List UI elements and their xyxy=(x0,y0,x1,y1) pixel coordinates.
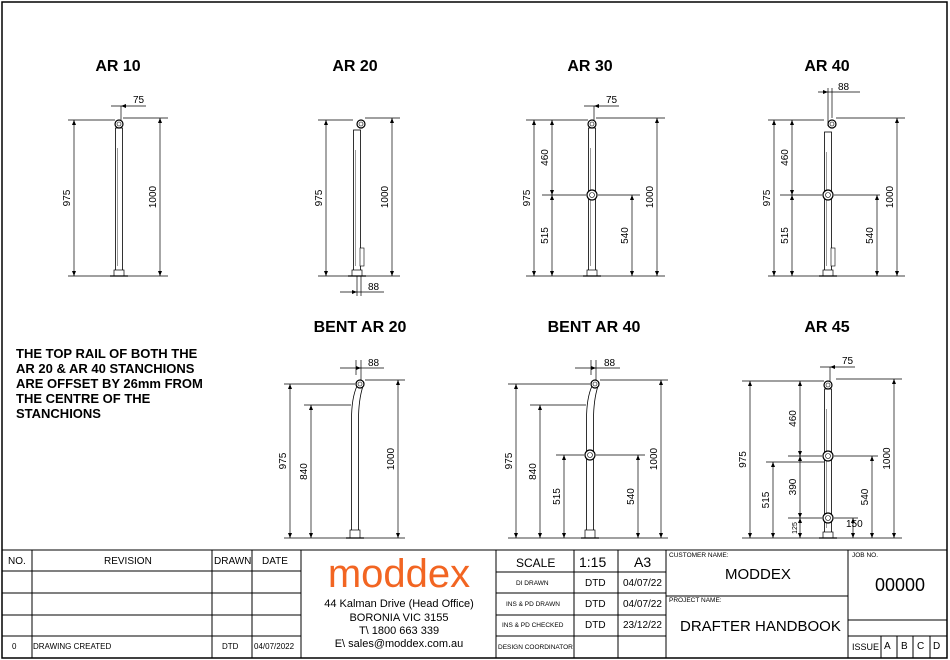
ar45-dim-right-arrow-bottom xyxy=(892,533,896,538)
bent-ar20-dim-mid-label: 840 xyxy=(299,463,310,480)
address-line: 44 Kalman Drive (Head Office) xyxy=(324,598,474,610)
ar20-dim-left-label: 975 xyxy=(314,189,325,207)
ar30-dim-right-arrow-bottom xyxy=(655,271,659,276)
ar30-dim-right-label: 1000 xyxy=(645,185,656,209)
rev-header-revision: REVISION xyxy=(104,556,152,567)
ar20-rail xyxy=(357,120,365,128)
note-line: THE TOP RAIL OF BOTH THE xyxy=(16,346,198,361)
note-line: THE CENTRE OF THE xyxy=(16,391,151,406)
ar45-base xyxy=(823,532,833,538)
moddex-logo: moddex xyxy=(327,552,471,596)
ar20-offset-arrow xyxy=(352,290,357,294)
issue-d: D xyxy=(933,641,941,652)
ar45-dim-right-lower-arrow-top xyxy=(870,456,874,461)
bent-ar20-dim-right-label: 1000 xyxy=(386,447,397,471)
title-ar20: AR 20 xyxy=(332,58,378,75)
ins-drawn-by: DTD xyxy=(585,599,606,610)
ar10-dim-right-label: 1000 xyxy=(148,185,159,209)
ar40-post xyxy=(825,132,832,276)
ar10-dim-right-arrow-bottom xyxy=(158,271,162,276)
title-ar45: AR 45 xyxy=(804,319,850,336)
ar20-dim-right-arrow-top xyxy=(390,118,394,123)
ar40-dim-right-arrow-top xyxy=(895,118,899,123)
ar30-offset-arrow xyxy=(594,104,599,108)
ar45-dim-right-lower-arrow-bottom xyxy=(870,533,874,538)
ar40-dim-right-lower-arrow-bottom xyxy=(875,271,879,276)
title-bent-ar20: BENT AR 20 xyxy=(313,319,407,336)
title-ar30: AR 30 xyxy=(567,58,613,75)
ar20-base xyxy=(352,270,362,276)
bent-ar40-dim-right-arrow-bottom xyxy=(659,533,663,538)
bent-ar20-dim-left-arrow-top xyxy=(288,384,292,389)
bent-ar40-dim-right-lower-label: 540 xyxy=(626,488,637,505)
rev-header-no: NO. xyxy=(8,556,26,567)
ar30-dim-lower-arrow-bottom xyxy=(550,271,554,276)
ar40-dim-lower-arrow-bottom xyxy=(790,271,794,276)
rev-header-date: DATE xyxy=(262,556,288,567)
ar20-dim-left-arrow-bottom xyxy=(324,271,328,276)
project-name: DRAFTER HANDBOOK xyxy=(680,618,841,635)
bent-ar20-dim-mid-arrow-bottom xyxy=(309,533,313,538)
issue-c: C xyxy=(917,641,925,652)
ar45-rail xyxy=(824,381,832,389)
ar20-offset-label: 88 xyxy=(368,282,380,293)
ar20-dim-left-arrow-top xyxy=(324,120,328,125)
job-number: 00000 xyxy=(875,575,926,595)
ar45-dim-mid-label: 390 xyxy=(788,478,799,496)
bent-ar20-offset-label: 88 xyxy=(368,358,380,369)
address-phone: T\ 1800 663 339 xyxy=(358,625,440,637)
bent-ar20-dim-left-label: 975 xyxy=(278,452,289,470)
ar40-dim-left-label: 975 xyxy=(762,189,773,207)
ar30-dim-right-lower-arrow-top xyxy=(630,195,634,200)
ar45-dim-right-label: 1000 xyxy=(882,447,893,470)
bent-ar40-dim-lower-arrow-top xyxy=(562,455,566,460)
ar40-dim-right-lower-label: 540 xyxy=(865,227,876,244)
ar40-offset-label: 88 xyxy=(838,82,850,93)
bent-ar40-base xyxy=(585,530,595,538)
bent-ar40-rail xyxy=(591,380,599,388)
ar30-dim-right-lower-arrow-bottom xyxy=(630,271,634,276)
ar30-dim-upper-arrow-bottom xyxy=(550,190,554,195)
ar30-mid-rail xyxy=(587,190,597,200)
ar45-dim-mid-arrow-bottom xyxy=(798,513,802,518)
ar40-mid-rail xyxy=(823,190,833,200)
ar45-offset-arrow xyxy=(830,365,835,369)
ar40-dim-right-lower-arrow-top xyxy=(875,195,879,200)
ar10-offset-label: 75 xyxy=(133,95,145,106)
rev-header-drawn: DRAWN xyxy=(214,556,252,567)
note-line: ARE OFFSET BY 26mm FROM xyxy=(16,376,203,391)
ar10-rail xyxy=(115,120,123,128)
ar30-dim-right-lower-label: 540 xyxy=(620,227,631,244)
ar40-dim-left-arrow-top xyxy=(772,120,776,125)
ar45-dim-upper-arrow-bottom xyxy=(798,451,802,456)
address-line: BORONIA VIC 3155 xyxy=(349,612,449,624)
ar30-dim-upper-arrow-top xyxy=(550,120,554,125)
bent-ar40-dim-right-label: 1000 xyxy=(649,447,660,471)
rev-row-no: 0 xyxy=(12,642,17,651)
ar45-dim-lower-arrow-top xyxy=(771,462,775,467)
ar40-offset-arrow xyxy=(823,90,828,94)
bent-ar20-post xyxy=(352,386,364,538)
ar30-dim-left-label: 975 xyxy=(522,189,533,207)
ar40-dim-right-label: 1000 xyxy=(885,185,896,209)
ar20-post xyxy=(354,130,361,276)
ar45-low-rail xyxy=(823,513,833,523)
ar45-dim-mid-arrow-top xyxy=(798,456,802,461)
ar40-dim-lower-arrow-top xyxy=(790,195,794,200)
ar40-bracket xyxy=(831,248,835,266)
issue-label: ISSUE xyxy=(852,642,880,652)
ar45-dim-right-arrow-top xyxy=(892,379,896,384)
ar10-base xyxy=(114,270,124,276)
ins-checked-date: 23/12/22 xyxy=(623,620,662,631)
bent-ar40-dim-mid-label: 840 xyxy=(528,463,539,480)
ar30-dim-upper-label: 460 xyxy=(540,149,551,166)
ar10-dim-right-arrow-top xyxy=(158,118,162,123)
bent-ar20-dim-right-arrow-bottom xyxy=(396,533,400,538)
ar30-offset-label: 75 xyxy=(606,95,618,106)
ar40-dim-upper-label: 460 xyxy=(780,149,791,166)
paper-size: A3 xyxy=(634,554,652,570)
bent-ar40-dim-right-arrow-top xyxy=(659,380,663,385)
title-ar40: AR 40 xyxy=(804,58,850,75)
ar30-dim-left-arrow-top xyxy=(532,120,536,125)
ar10-post xyxy=(116,128,123,276)
ar30-rail xyxy=(588,120,596,128)
ar20-dim-right-label: 1000 xyxy=(380,185,391,209)
ar45-dim-lower-arrow-bottom xyxy=(771,533,775,538)
bent-ar20-offset-arrow xyxy=(356,366,361,370)
job-label: JOB NO. xyxy=(852,552,879,559)
issue-a: A xyxy=(884,641,891,652)
title-ar10: AR 10 xyxy=(95,58,141,75)
ar30-base xyxy=(587,270,597,276)
ar20-bracket xyxy=(360,248,364,266)
ar40-rail xyxy=(828,120,836,128)
bent-ar20-dim-left-arrow-bottom xyxy=(288,533,292,538)
ar45-dim-right-small-arrow-bottom xyxy=(851,533,855,538)
ar45-dim-right-small-text: 150 xyxy=(846,519,863,530)
bent-ar40-dim-left-arrow-top xyxy=(514,384,518,389)
note-line: AR 20 & AR 40 STANCHIONS xyxy=(16,361,195,376)
ar30-dim-lower-arrow-top xyxy=(550,195,554,200)
ar40-dim-upper-arrow-bottom xyxy=(790,190,794,195)
address-email: E\ sales@moddex.com.au xyxy=(334,638,464,650)
bent-ar40-offset-arrow xyxy=(591,366,596,370)
di-drawn-date: 04/07/22 xyxy=(623,578,662,589)
ar40-dim-right-arrow-bottom xyxy=(895,271,899,276)
rev-row-drawn: DTD xyxy=(222,642,239,651)
ar10-dim-left-label: 975 xyxy=(62,189,73,207)
title-bent-ar40: BENT AR 40 xyxy=(547,319,641,336)
ar45-dim-lower-label: 515 xyxy=(761,491,772,509)
ar45-mid-rail xyxy=(823,451,833,461)
ar45-offset-label: 75 xyxy=(842,356,854,367)
bent-ar40-dim-left-arrow-bottom xyxy=(514,533,518,538)
di-drawn-label: DI DRAWN xyxy=(516,580,549,587)
ins-checked-by: DTD xyxy=(585,620,606,631)
ar45-dim-small-text: 125 xyxy=(792,522,799,534)
ins-checked-label: INS & PD CHECKED xyxy=(502,622,564,629)
bent-ar20-dim-mid-arrow-top xyxy=(309,405,313,410)
rev-row-date: 04/07/2022 xyxy=(254,642,295,651)
note-line: STANCHIONS xyxy=(16,406,101,421)
ar20-dim-right-arrow-bottom xyxy=(390,271,394,276)
bent-ar20-rail xyxy=(356,380,364,388)
ar30-post xyxy=(589,128,596,276)
bent-ar40-dim-left-label: 975 xyxy=(504,452,515,470)
bent-ar20-base xyxy=(350,530,360,538)
ar30-dim-left-arrow-bottom xyxy=(532,271,536,276)
ar45-dim-left-arrow-top xyxy=(748,381,752,386)
ins-drawn-date: 04/07/22 xyxy=(623,599,662,610)
ar45-dim-left-label: 975 xyxy=(738,451,749,468)
ar30-dim-lower-label: 515 xyxy=(540,227,551,244)
ar40-dim-upper-arrow-top xyxy=(790,120,794,125)
bent-ar40-mid-rail xyxy=(585,450,595,460)
ar40-base xyxy=(823,270,833,276)
customer-label: CUSTOMER NAME: xyxy=(669,552,729,559)
ar10-offset-arrow xyxy=(121,104,126,108)
ar40-dim-lower-label: 515 xyxy=(780,227,791,244)
offset-note xyxy=(16,346,226,421)
project-label: PROJECT NAME: xyxy=(669,597,722,604)
ar45-dim-left-arrow-bottom xyxy=(748,533,752,538)
di-drawn-by: DTD xyxy=(585,578,606,589)
bent-ar20-dim-right-arrow-top xyxy=(396,380,400,385)
bent-ar40-offset-label: 88 xyxy=(604,358,616,369)
bent-ar40-dim-mid-arrow-top xyxy=(538,405,542,410)
bent-ar40-dim-mid-arrow-bottom xyxy=(538,533,542,538)
scale-value: 1:15 xyxy=(579,554,607,570)
scale-label: SCALE xyxy=(516,556,556,570)
design-coordinator-label: DESIGN COORDINATOR xyxy=(498,644,573,651)
ar10-dim-left-arrow-top xyxy=(72,120,76,125)
ar40-dim-left-arrow-bottom xyxy=(772,271,776,276)
bent-ar40-post xyxy=(587,386,599,538)
rev-row-revision: DRAWING CREATED xyxy=(33,642,112,651)
ar45-dim-upper-arrow-top xyxy=(798,381,802,386)
bent-ar40-dim-right-lower-arrow-top xyxy=(636,455,640,460)
customer-name: MODDEX xyxy=(725,566,791,583)
bent-ar40-dim-lower-arrow-bottom xyxy=(562,533,566,538)
ins-drawn-label: INS & PD DRAWN xyxy=(506,601,560,608)
issue-b: B xyxy=(901,641,908,652)
bent-ar40-dim-lower-label: 515 xyxy=(552,488,563,505)
ar30-dim-right-arrow-top xyxy=(655,118,659,123)
bent-ar40-dim-right-lower-arrow-bottom xyxy=(636,533,640,538)
ar45-dim-upper-label: 460 xyxy=(788,410,799,427)
ar10-dim-left-arrow-bottom xyxy=(72,271,76,276)
ar45-dim-right-lower-label: 540 xyxy=(860,488,871,506)
